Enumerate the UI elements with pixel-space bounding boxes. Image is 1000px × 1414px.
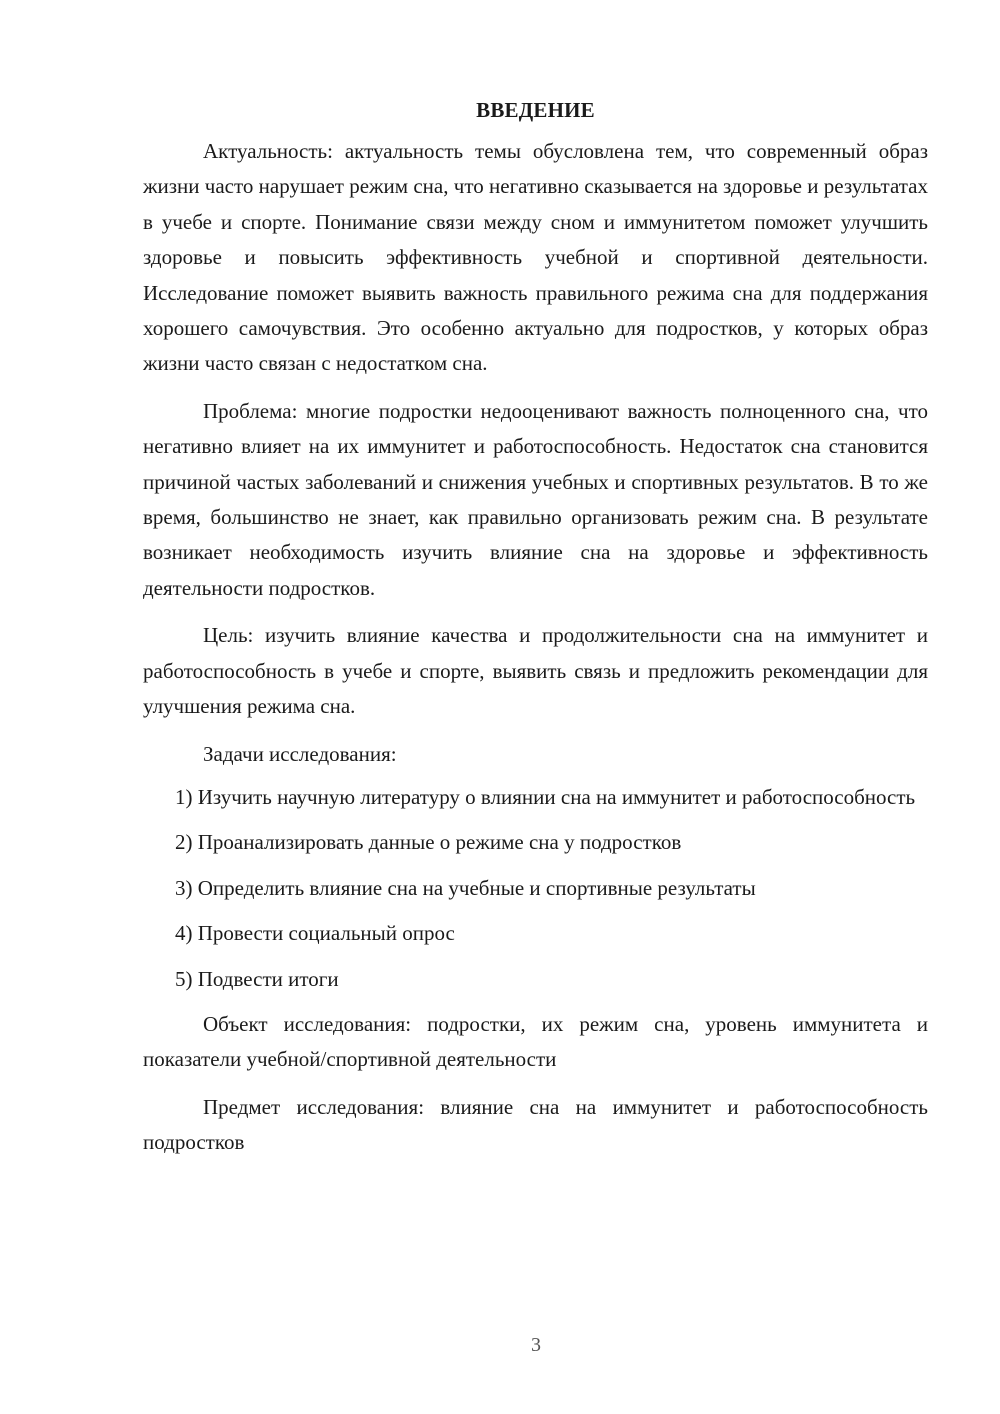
tasks-heading: Задачи исследования: <box>203 741 397 766</box>
paragraph-problem: Проблема: многие подростки недооценивают важность полноценного сна, что негативно влияет на их иммунитет и работоспособность. Недостаток сна становится причиной частых заболеваний и снижения учебных и спортивных результатов. В то же время, большинство не знает, как правильно организовать режим сна. В результате возникает необходимость изучить влияние сна на здоровье и эффективность деятельности подростков. <box>143 398 928 600</box>
section-title: ВВЕДЕНИЕ <box>476 98 595 122</box>
task-item-3: 3) Определить влияние сна на учебные и спортивные результаты <box>175 875 756 900</box>
paragraph-relevance: Актуальность: актуальность темы обусловлена тем, что современный образ жизни часто нарушает режим сна, что негативно сказывается на здоровье и результатах в учебе и спорте. Понимание связи между сном и иммунитетом поможет улучшить здоровье и повысить эффективность учебной и спортивной деятельности. Исследование поможет выявить важность правильного режима сна для поддержания хорошего самочувствия. Это особенно актуально для подростков, у которых образ жизни часто связан с недостатком сна. <box>143 139 928 376</box>
tasks-list <box>143 780 928 997</box>
task-item-2: 2) Проанализировать данные о режиме сна у подростков <box>175 830 682 855</box>
task-item-5: 5) Подвести итоги <box>175 966 339 991</box>
task-item-1: 1) Изучить научную литературу о влиянии сна на иммунитет и работоспособность <box>175 784 916 809</box>
task-item-4: 4) Провести социальный опрос <box>175 921 455 946</box>
paragraph-subject: Предмет исследования: влияние сна на иммунитет и работоспособность подростков <box>143 1094 928 1155</box>
page-body <box>143 96 928 1173</box>
paragraph-object: Объект исследования: подростки, их режим сна, уровень иммунитета и показатели учебной/спортивной деятельности <box>143 1011 928 1072</box>
paragraph-goal: Цель: изучить влияние качества и продолжительности сна на иммунитет и работоспособность в учебе и спорте, выявить связь и предложить рекомендации для улучшения режима сна. <box>143 623 928 719</box>
page-number: 3 <box>531 1334 541 1356</box>
